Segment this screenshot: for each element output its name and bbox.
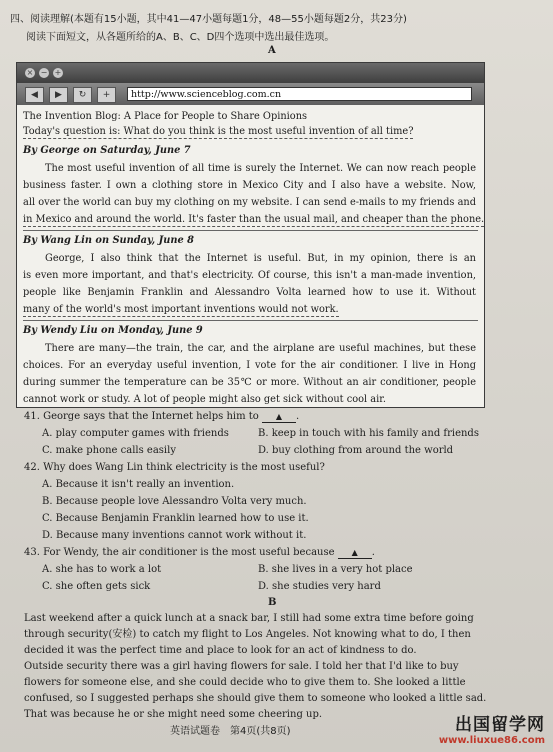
option-b[interactable]: B. she lives in a very hot place (258, 564, 413, 575)
question-stem-end: . (371, 547, 375, 558)
answer-blank[interactable]: ▲ (338, 547, 372, 559)
post-line: people like Benjamin Franklin and Alessandro Volta learned how to use it. Without (23, 287, 476, 298)
post-byline: By George on Saturday, June 7 (23, 145, 191, 156)
browser-titlebar (17, 63, 484, 83)
option-a[interactable]: A. she has to work a lot (42, 564, 162, 575)
option-a[interactable]: A. Because it isn't really an invention. (42, 479, 235, 490)
add-tab-icon[interactable]: + (97, 87, 116, 103)
option-b[interactable]: B. Because people love Alessandro Volta very much. (42, 496, 307, 507)
post-divider (23, 320, 478, 321)
question-stem: 43. For Wendy, the air conditioner is the most useful because (24, 547, 335, 558)
passage-b-line: flowers for someone else, and she could decide who to give them to. She looked a little (24, 677, 466, 688)
question-stem-end: . (295, 411, 300, 422)
maximize-icon[interactable]: + (54, 68, 62, 77)
post-line: The most useful invention of all time is surely the Internet. We can now reach people (45, 163, 476, 174)
post-line: George, I also think that the Internet is useful. But, in my opinion, there is an (45, 253, 476, 264)
browser-toolbar (17, 83, 484, 105)
passage-a-label: A (268, 45, 276, 56)
section-heading: 四、阅读理解(本题有15小题，其中41—47小题每题1分，48—55小题每题2分，共23分) (10, 14, 407, 25)
close-icon[interactable]: × (26, 68, 34, 77)
question-stem: 41. George says that the Internet helps him to (24, 411, 259, 422)
post-line: business faster. I own a clothing store in Mexico City and I also have a website. Now, (23, 180, 476, 191)
instructions: 阅读下面短文，从各题所给的A、B、C、D四个选项中选出最佳选项。 (26, 32, 335, 43)
option-b[interactable]: B. keep in touch with his family and friends (258, 428, 479, 439)
watermark-title: 出国留学网 (455, 715, 545, 735)
watermark-logo (439, 710, 545, 746)
post-line: during summer the temperature can be 35℃ or more. Without an air conditioner, people (23, 377, 476, 388)
question-42: 42. Why does Wang Lin think electricity is the most useful? (24, 462, 325, 473)
post-line: many of the world's most important inventions would not work. (23, 304, 339, 315)
option-d[interactable]: D. Because many inventions cannot work without it. (42, 530, 307, 541)
browser-window (16, 62, 485, 408)
page-footer: 英语试题卷 第4页(共8页) (170, 726, 291, 737)
post-line: is even more important, and that's electricity. Of course, this isn't a man-made invention, (23, 270, 476, 281)
passage-b-line: Outside security there was a girl having flowers for sale. I told her that I'd like to buy (24, 661, 459, 672)
post-line: cannot work or study. A lot of people might also get sick without cool air. (23, 394, 386, 405)
post-byline: By Wendy Liu on Monday, June 9 (23, 325, 203, 336)
minimize-icon[interactable]: − (40, 68, 48, 77)
option-d[interactable]: D. she studies very hard (258, 581, 381, 592)
option-c[interactable]: C. Because Benjamin Franklin learned how to use it. (42, 513, 309, 524)
post-divider (23, 230, 478, 231)
forward-icon[interactable]: ▶ (49, 87, 68, 103)
post-line: all over the world can buy my clothing on my website. I can send e-mails to my friends and (23, 197, 476, 208)
post-line: in Mexico and around the world. It's faster than the usual mail, and cheaper than the phone. (23, 214, 485, 225)
refresh-icon[interactable]: ↻ (73, 87, 92, 103)
post-line: choices. For an everyday useful invention, I vote for the air conditioner. I live in Hong (23, 360, 476, 371)
passage-b-line: That was because he or she might need some cheering up. (24, 709, 323, 720)
passage-b-label: B (268, 597, 277, 608)
option-d[interactable]: D. buy clothing from around the world (258, 445, 454, 456)
blog-title: The Invention Blog: A Place for People to Share Opinions (23, 111, 308, 122)
option-a[interactable]: A. play computer games with friends (42, 428, 229, 439)
address-bar[interactable]: http://www.scienceblog.com.cn (127, 87, 472, 101)
passage-b-line: through security(安检) to catch my flight to Los Angeles. Not knowing what to do, I then (24, 629, 471, 640)
blog-question: Today's question is: What do you think is the most useful invention of all time? (23, 126, 414, 137)
passage-b-line: Last weekend after a quick lunch at a snack bar, I still had some extra time before going (24, 613, 474, 624)
post-byline: By Wang Lin on Sunday, June 8 (23, 235, 194, 246)
back-icon[interactable]: ◀ (25, 87, 44, 103)
question-41 (24, 410, 299, 423)
option-c[interactable]: C. she often gets sick (42, 581, 151, 592)
question-43 (24, 546, 375, 559)
watermark-url: www.liuxue86.com (438, 735, 545, 746)
post-line: There are many—the train, the car, and the airplane are useful machines, but these (45, 343, 476, 354)
answer-blank[interactable]: ▲ (262, 411, 296, 423)
passage-b-line: confused, so I suggested perhaps she should give them to someone who looked a little sad. (24, 693, 487, 704)
passage-b-line: decided it was the perfect time and place to look for an act of kindness to do. (24, 645, 417, 656)
option-c[interactable]: C. make phone calls easily (42, 445, 176, 456)
